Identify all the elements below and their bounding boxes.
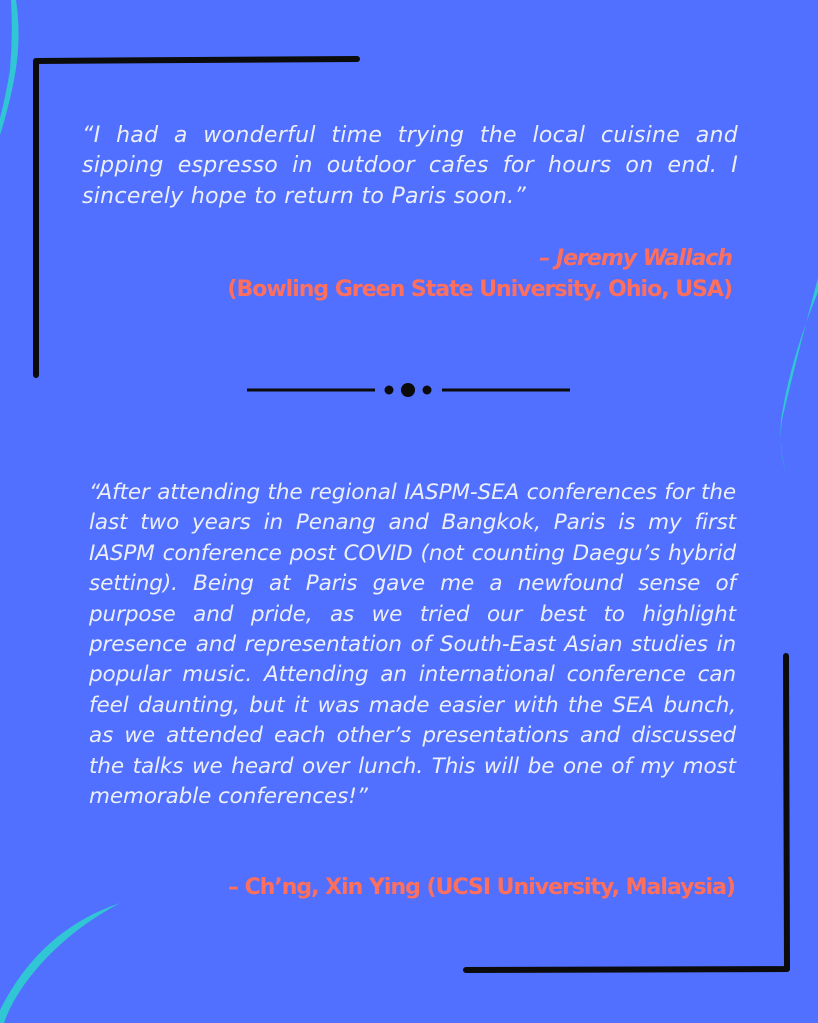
testimonial-quote-2: “After attending the regional IASPM-SEA conferences for the last two years in Penang and Bangkok, Paris is my first IASPM conference post COVID (not counting Daegu’s hybrid setting). Being at Paris gave me a newfound sense of purpose and pride, as we tried our best to highlight presence and representation of South-East Asian studies in popular music. Attending an international conference can feel daunting, but it was made easier with the SEA bunch, as we attended each other’s presentations and discussed the talks we heard over lunch. This will be one of my most memorable conferences!”: [89, 480, 736, 810]
three-dot-divider-icon: [247, 383, 570, 397]
attribution-affiliation-1: (Bowling Green State University, Ohio, USA): [227, 277, 732, 302]
right-swoosh-decoration: [781, 278, 818, 472]
bottom-left-swoosh-decoration: [0, 903, 120, 1023]
attribution-name-1: – Jeremy Wallach: [539, 246, 732, 271]
testimonial-attribution-2: – Ch’ng, Xin Ying (UCSI University, Malaysia): [227, 875, 735, 900]
testimonial-attribution-1: [172, 243, 732, 305]
testimonial-quote-1: “I had a wonderful time trying the local cuisine and sipping espresso in outdoor cafes for hours on end. I sincerely hope to return to Paris soon.”: [82, 123, 738, 209]
top-left-swoosh-decoration: [0, 0, 19, 135]
top-left-frame-corner: [36, 59, 357, 375]
